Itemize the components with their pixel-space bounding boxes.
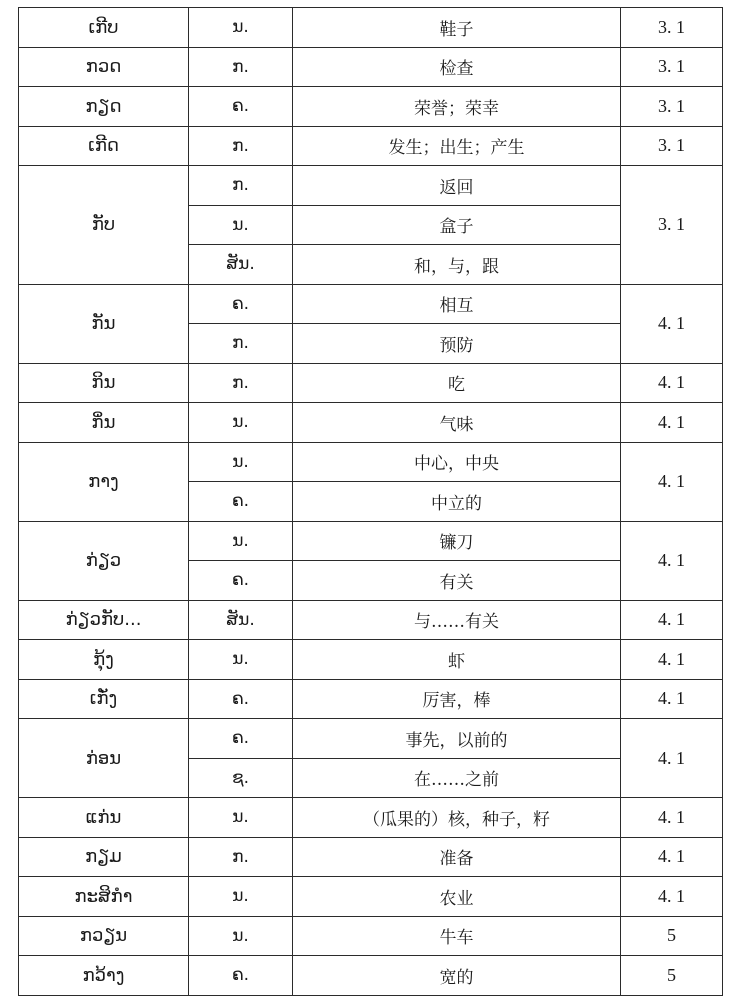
vocabulary-table [18, 7, 723, 996]
lao-word-cell: ກຸ້ງ [19, 640, 189, 680]
table-row [19, 640, 723, 680]
chinese-meaning-cell: 准备 [293, 837, 621, 877]
lesson-number-cell: 4. 1 [621, 442, 723, 521]
part-of-speech-cell: ຊ. [189, 758, 293, 798]
lao-word-cell: ກາງ [19, 442, 189, 521]
lesson-number-cell: 4. 1 [621, 679, 723, 719]
chinese-meaning-cell: （瓜果的）核，种子，籽 [293, 798, 621, 838]
lesson-number-cell: 4. 1 [621, 640, 723, 680]
lao-word-cell: ກຽດ [19, 87, 189, 127]
lesson-number-cell: 4. 1 [621, 363, 723, 403]
part-of-speech-cell: ນ. [189, 205, 293, 245]
part-of-speech-cell: ຄ. [189, 561, 293, 601]
table-row [19, 719, 723, 759]
lao-word-cell: ແກ່ນ [19, 798, 189, 838]
lao-word-cell: ເກີບ [19, 8, 189, 48]
table-row [19, 284, 723, 324]
chinese-meaning-cell: 虾 [293, 640, 621, 680]
part-of-speech-cell: ກ. [189, 166, 293, 206]
table-row [19, 600, 723, 640]
table-row [19, 166, 723, 206]
table-row [19, 363, 723, 403]
part-of-speech-cell: ກ. [189, 126, 293, 166]
lao-word-cell: ກວຽນ [19, 916, 189, 956]
chinese-meaning-cell: 镰刀 [293, 521, 621, 561]
lao-word-cell: ກ່ອນ [19, 719, 189, 798]
lao-word-cell: ກິນ [19, 363, 189, 403]
part-of-speech-cell: ຄ. [189, 87, 293, 127]
part-of-speech-cell: ສັນ. [189, 600, 293, 640]
table-row [19, 8, 723, 48]
lesson-number-cell: 5 [621, 916, 723, 956]
part-of-speech-cell: ນ. [189, 521, 293, 561]
chinese-meaning-cell: 厉害，棒 [293, 679, 621, 719]
lesson-number-cell: 5 [621, 956, 723, 996]
chinese-meaning-cell: 宽的 [293, 956, 621, 996]
part-of-speech-cell: ກ. [189, 47, 293, 87]
part-of-speech-cell: ຄ. [189, 719, 293, 759]
table-row [19, 679, 723, 719]
lesson-number-cell: 4. 1 [621, 284, 723, 363]
part-of-speech-cell: ຄ. [189, 679, 293, 719]
part-of-speech-cell: ສັນ. [189, 245, 293, 285]
lao-word-cell: ກ່ຽວກັບ... [19, 600, 189, 640]
lao-word-cell: ກັບ [19, 166, 189, 285]
chinese-meaning-cell: 盒子 [293, 205, 621, 245]
part-of-speech-cell: ກ. [189, 837, 293, 877]
lesson-number-cell: 3. 1 [621, 126, 723, 166]
lesson-number-cell: 3. 1 [621, 87, 723, 127]
lao-word-cell: ກັນ [19, 284, 189, 363]
table-row [19, 521, 723, 561]
chinese-meaning-cell: 气味 [293, 403, 621, 443]
lesson-number-cell: 4. 1 [621, 719, 723, 798]
part-of-speech-cell: ນ. [189, 798, 293, 838]
table-row [19, 956, 723, 996]
part-of-speech-cell: ຄ. [189, 482, 293, 522]
chinese-meaning-cell: 有关 [293, 561, 621, 601]
chinese-meaning-cell: 荣誉；荣幸 [293, 87, 621, 127]
lesson-number-cell: 4. 1 [621, 837, 723, 877]
table-row [19, 877, 723, 917]
table-row [19, 87, 723, 127]
chinese-meaning-cell: 检查 [293, 47, 621, 87]
table-row [19, 47, 723, 87]
chinese-meaning-cell: 农业 [293, 877, 621, 917]
lao-word-cell: ກ່ຽວ [19, 521, 189, 600]
part-of-speech-cell: ຄ. [189, 956, 293, 996]
lao-word-cell: ກະສິກຳ [19, 877, 189, 917]
part-of-speech-cell: ນ. [189, 442, 293, 482]
lesson-number-cell: 4. 1 [621, 600, 723, 640]
chinese-meaning-cell: 与……有关 [293, 600, 621, 640]
lesson-number-cell: 4. 1 [621, 798, 723, 838]
chinese-meaning-cell: 在……之前 [293, 758, 621, 798]
chinese-meaning-cell: 发生；出生；产生 [293, 126, 621, 166]
chinese-meaning-cell: 返回 [293, 166, 621, 206]
part-of-speech-cell: ນ. [189, 916, 293, 956]
chinese-meaning-cell: 牛车 [293, 916, 621, 956]
part-of-speech-cell: ນ. [189, 640, 293, 680]
lesson-number-cell: 3. 1 [621, 8, 723, 48]
chinese-meaning-cell: 鞋子 [293, 8, 621, 48]
lao-word-cell: ເກີດ [19, 126, 189, 166]
lesson-number-cell: 4. 1 [621, 403, 723, 443]
table-row [19, 916, 723, 956]
lao-word-cell: ກວ້າງ [19, 956, 189, 996]
chinese-meaning-cell: 相互 [293, 284, 621, 324]
lesson-number-cell: 3. 1 [621, 47, 723, 87]
lao-word-cell: ກວດ [19, 47, 189, 87]
lesson-number-cell: 4. 1 [621, 521, 723, 600]
chinese-meaning-cell: 中立的 [293, 482, 621, 522]
table-row [19, 442, 723, 482]
lao-word-cell: ເກັ່ງ [19, 679, 189, 719]
part-of-speech-cell: ກ. [189, 363, 293, 403]
lao-word-cell: ກຽມ [19, 837, 189, 877]
table-row [19, 837, 723, 877]
part-of-speech-cell: ນ. [189, 877, 293, 917]
vocabulary-table-body [19, 8, 723, 996]
part-of-speech-cell: ນ. [189, 8, 293, 48]
chinese-meaning-cell: 吃 [293, 363, 621, 403]
part-of-speech-cell: ກ. [189, 324, 293, 364]
table-row [19, 126, 723, 166]
table-row [19, 403, 723, 443]
chinese-meaning-cell: 和，与，跟 [293, 245, 621, 285]
part-of-speech-cell: ນ. [189, 403, 293, 443]
chinese-meaning-cell: 预防 [293, 324, 621, 364]
part-of-speech-cell: ຄ. [189, 284, 293, 324]
lesson-number-cell: 3. 1 [621, 166, 723, 285]
chinese-meaning-cell: 中心，中央 [293, 442, 621, 482]
lesson-number-cell: 4. 1 [621, 877, 723, 917]
lao-word-cell: ກິ່ນ [19, 403, 189, 443]
table-row [19, 798, 723, 838]
chinese-meaning-cell: 事先，以前的 [293, 719, 621, 759]
